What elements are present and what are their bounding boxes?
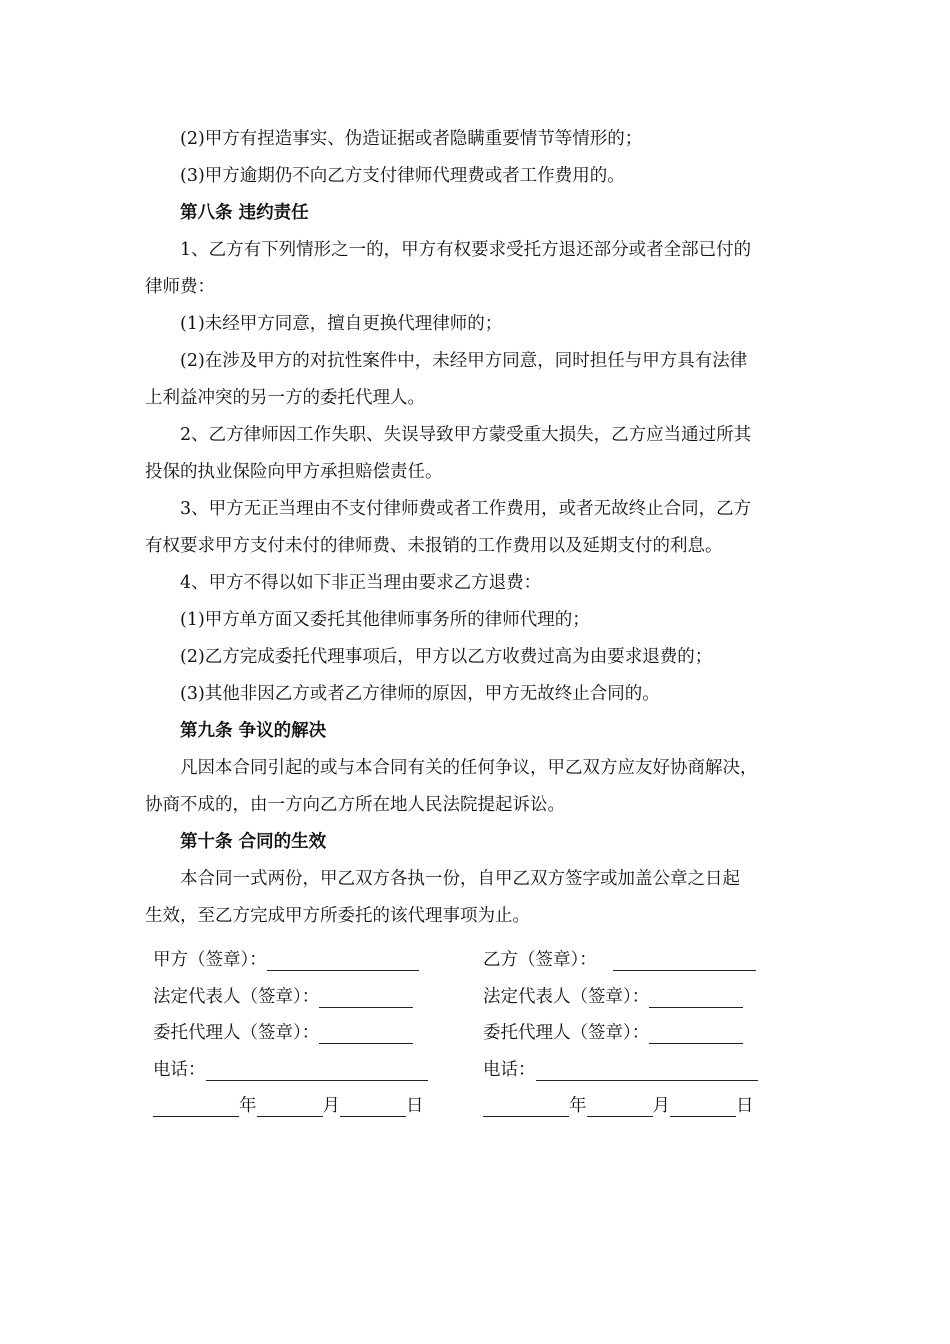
party-b-sign-label: 乙方（签章）： <box>483 950 597 970</box>
paragraph-line: 1、乙方有下列情形之一的，甲方有权要求受托方退还部分或者全部已付的 <box>180 240 752 260</box>
contract-body <box>145 121 810 935</box>
party-a-sign-blank <box>267 948 419 971</box>
party-b-agent-blank <box>649 1021 743 1044</box>
party-b-day-blank <box>670 1094 736 1117</box>
paragraph-line: 4、甲方不得以如下非正当理由要求乙方退费： <box>180 573 542 593</box>
party-b-phone-label: 电话： <box>483 1059 536 1080</box>
paragraph-line: 凡因本合同引起的或与本合同有关的任何争议，甲乙双方应友好协商解决， <box>180 758 758 778</box>
article-10-heading: 第十条 合同的生效 <box>180 832 327 852</box>
signature-row <box>145 1088 810 1125</box>
paragraph-line: 2、乙方律师因工作失职、失误导致甲方蒙受重大损失，乙方应当通过所其 <box>180 425 752 445</box>
party-b-month-blank <box>587 1094 653 1117</box>
clause-item: (3)其他非因乙方或者乙方律师的原因，甲方无故终止合同的。 <box>180 684 660 704</box>
party-a-rep-blank <box>319 985 413 1008</box>
party-a-phone-label: 电话： <box>153 1059 206 1080</box>
party-a-year-label: 年 <box>239 1096 257 1116</box>
paragraph-line: 本合同一式两份，甲乙双方各执一份，自甲乙双方签字或加盖公章之日起 <box>180 869 740 889</box>
clause-item: (2)乙方完成委托代理事项后，甲方以乙方收费过高为由要求退费的； <box>180 647 713 667</box>
party-a-sign-label: 甲方（签章）： <box>153 950 267 970</box>
party-b-rep-blank <box>649 985 743 1008</box>
party-a-year-blank <box>153 1094 239 1117</box>
signature-row <box>145 1015 810 1052</box>
party-b-phone-blank <box>536 1058 758 1081</box>
paragraph-line: 上利益冲突的另一方的委托代理人。 <box>145 388 425 408</box>
paragraph-line: 有权要求甲方支付未付的律师费、未报销的工作费用以及延期支付的利息。 <box>145 536 723 556</box>
party-a-month-label: 月 <box>322 1096 340 1116</box>
party-b-rep-label: 法定代表人（签章）： <box>483 986 650 1007</box>
paragraph-line: 3、甲方无正当理由不支付律师费或者工作费用，或者无故终止合同，乙方 <box>180 499 752 519</box>
signature-row <box>145 979 810 1016</box>
party-a-month-blank <box>257 1094 323 1117</box>
signature-block <box>145 942 810 1125</box>
paragraph-line: 投保的执业保险向甲方承担赔偿责任。 <box>145 462 443 482</box>
party-a-day-label: 日 <box>406 1096 424 1116</box>
clause-item: (2)甲方有捏造事实、伪造证据或者隐瞒重要情节等情形的； <box>180 129 643 149</box>
article-8-heading: 第八条 违约责任 <box>180 203 309 223</box>
party-a-phone-blank <box>206 1058 428 1081</box>
party-b-day-label: 日 <box>736 1096 754 1116</box>
clause-item: (2)在涉及甲方的对抗性案件中，未经甲方同意，同时担任与甲方具有法律 <box>180 351 748 371</box>
paragraph-line: 生效，至乙方完成甲方所委托的该代理事项为止。 <box>145 906 530 926</box>
party-a-rep-label: 法定代表人（签章）： <box>153 986 320 1007</box>
paragraph-line: 律师费： <box>145 277 215 297</box>
clause-item: (3)甲方逾期仍不向乙方支付律师代理费或者工作费用的。 <box>180 166 625 186</box>
party-b-month-label: 月 <box>652 1096 670 1116</box>
party-b-sign-blank <box>613 948 756 971</box>
party-b-year-blank <box>483 1094 569 1117</box>
party-a-agent-label: 委托代理人（签章）： <box>153 1023 320 1043</box>
party-b-agent-label: 委托代理人（签章）： <box>483 1023 650 1043</box>
clause-item: (1)未经甲方同意，擅自更换代理律师的； <box>180 314 503 334</box>
party-a-day-blank <box>340 1094 406 1117</box>
party-a-agent-blank <box>319 1021 413 1044</box>
signature-row <box>145 942 810 979</box>
article-9-heading: 第九条 争议的解决 <box>180 721 327 741</box>
clause-item: (1)甲方单方面又委托其他律师事务所的律师代理的； <box>180 610 590 630</box>
paragraph-line: 协商不成的，由一方向乙方所在地人民法院提起诉讼。 <box>145 795 565 815</box>
party-b-year-label: 年 <box>569 1096 587 1116</box>
signature-row <box>145 1052 810 1089</box>
